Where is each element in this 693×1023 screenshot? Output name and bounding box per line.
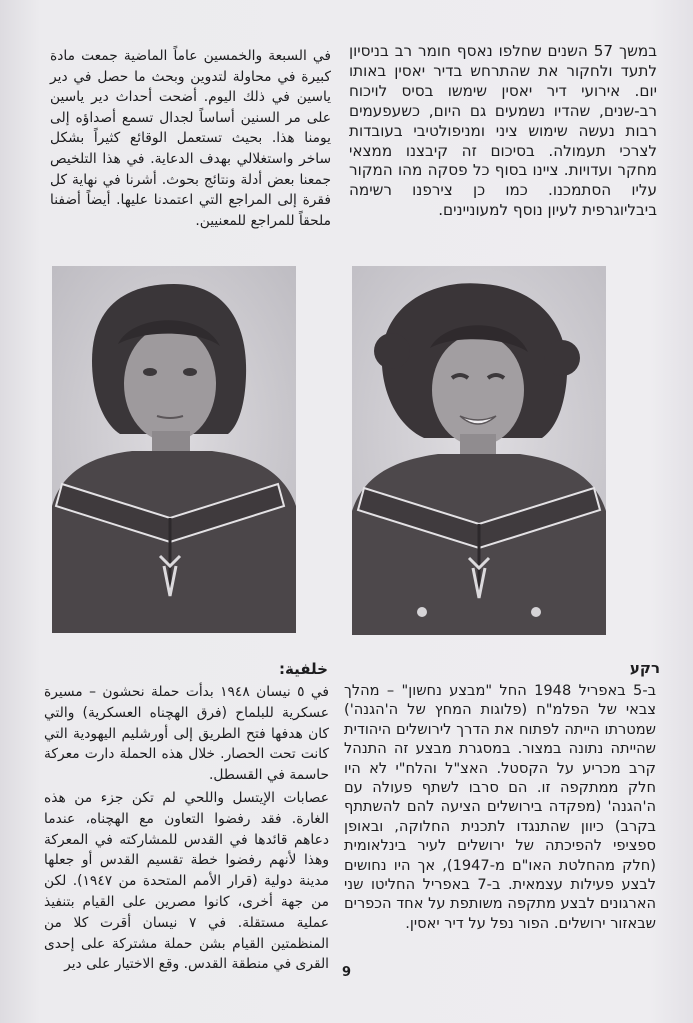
- intro-hebrew-paragraph: במשך 57 השנים שחלפו נאסף חומר רב בניסיון לתעד ולחקור את שהתרחש בדיר יאסין באותו יום. אירועי דיר יאסין שימשו בסיס לויכוח רב-שנים, שהדיו נשמעים גם היום, כשעפעמים רבות נעשה שימוש ציני ומניפולטיבי בעובדות לצרכי תעמולה. בסיכום זה קיבצנו ממצאי מחקר ועדויות. ציינו בסוף כל פסקה מהו המקור עליו הסתמכנו. כמו כן צירפנו רשימה ביבליוגרפית לעיון נוסף למעוניינים.: [349, 42, 657, 220]
- page-number: 9: [341, 965, 352, 980]
- background-arabic-paragraph-1: في ٥ نيسان ١٩٤٨ بدأت حملة نحشون – مسيرة عسكرية للبلماح (فرق الهچناه العسكرية) والتي كان هدفها فتح الطريق إلى أورشليم اليهودية التي كانت تحت الحصار. خلال هذه الحملة دارت معركة حاسمة في القسطل.: [44, 684, 330, 784]
- intro-arabic-paragraph: في السبعة والخمسين عاماً الماضية جمعت مادة كبيرة في محاولة لتدوين وبحث ما حصل في دير ياسين في ذلك اليوم. أضحت أحداث دير ياسين على مر السنين أساساً لجدال تسمع أصداؤه إلى يومنا هذا. بحيث تستعمل الوقائع كثيراً بشكل ساخر واستغلالي بهدف الدعاية. في هذا التلخيص جمعنا بعض أدلة ونتائج بحوث. أشرنا في نهاية كل فقرة إلى المراجع التي اعتمدنا عليها. أيضاً أضفنا ملحقاً للمراجع للمعنيين.: [50, 48, 331, 229]
- background-heading-arabic: خلفية:: [279, 660, 328, 678]
- girl-portrait-right-photo: [352, 266, 606, 635]
- background-arabic-paragraph-2: عصابات الإيتسل واللحي لم تكن جزء من هذه الغارة. فقد رفضوا التعاون مع الهچناه، عندما دعاهم قائدها في القدس للمشاركته في المعركة وهذا لأنهم رفضوا خطة تقسيم القدس أو جعلها مدينة دولية (قرار الأمم المتحدة من ١٩٤٧). لكن من جهة أخرى، كانوا مصرين على القيام بتنفيذ عملية مستقلة. في ٧ نيسان أقرت كلا من المنظمتين القيام بشن حملة مشتركة على إحدى القرى في منطقة القدس. وقع الاختيار على دير: [44, 790, 329, 973]
- background-heading-hebrew: רקע: [629, 659, 660, 677]
- background-hebrew-paragraph: ב-5 באפריל 1948 החל "מבצע נחשון" – מהלך צבאי של הפלמ"ח (פלוגות המחץ של ה'הגנה') שמטרתו הייתה לפתוח את הדרך לירושלים היהודית שהייתה נתונה במצור. במסגרת מבצע זה התנהל קרב מכריע על הקסטל. האצ"ל והלח"י לא היו חלק ממתקפה זו. הם סרבו לשתף פעולה עם ה'הגנה' (מפקדה בירושלים הציעה להם להשתתף בקרב) כיוון שהתנגדו לתכנית החלוקה, ובאופן ספציפי להפיכתה של ירושלים לעיר בינלאומית (חלק מהחלטת האו"ם מ-1947), אך היו נחושים לבצע פעילות עצמאית. ב-7 באפריל החליטו שני הארגונים לבצע מתקפה משותפת על אחד הכפרים שבאזור ירושלים. הפור נפל על דיר יאסין.: [344, 682, 657, 932]
- girl-portrait-left-photo: [52, 266, 296, 633]
